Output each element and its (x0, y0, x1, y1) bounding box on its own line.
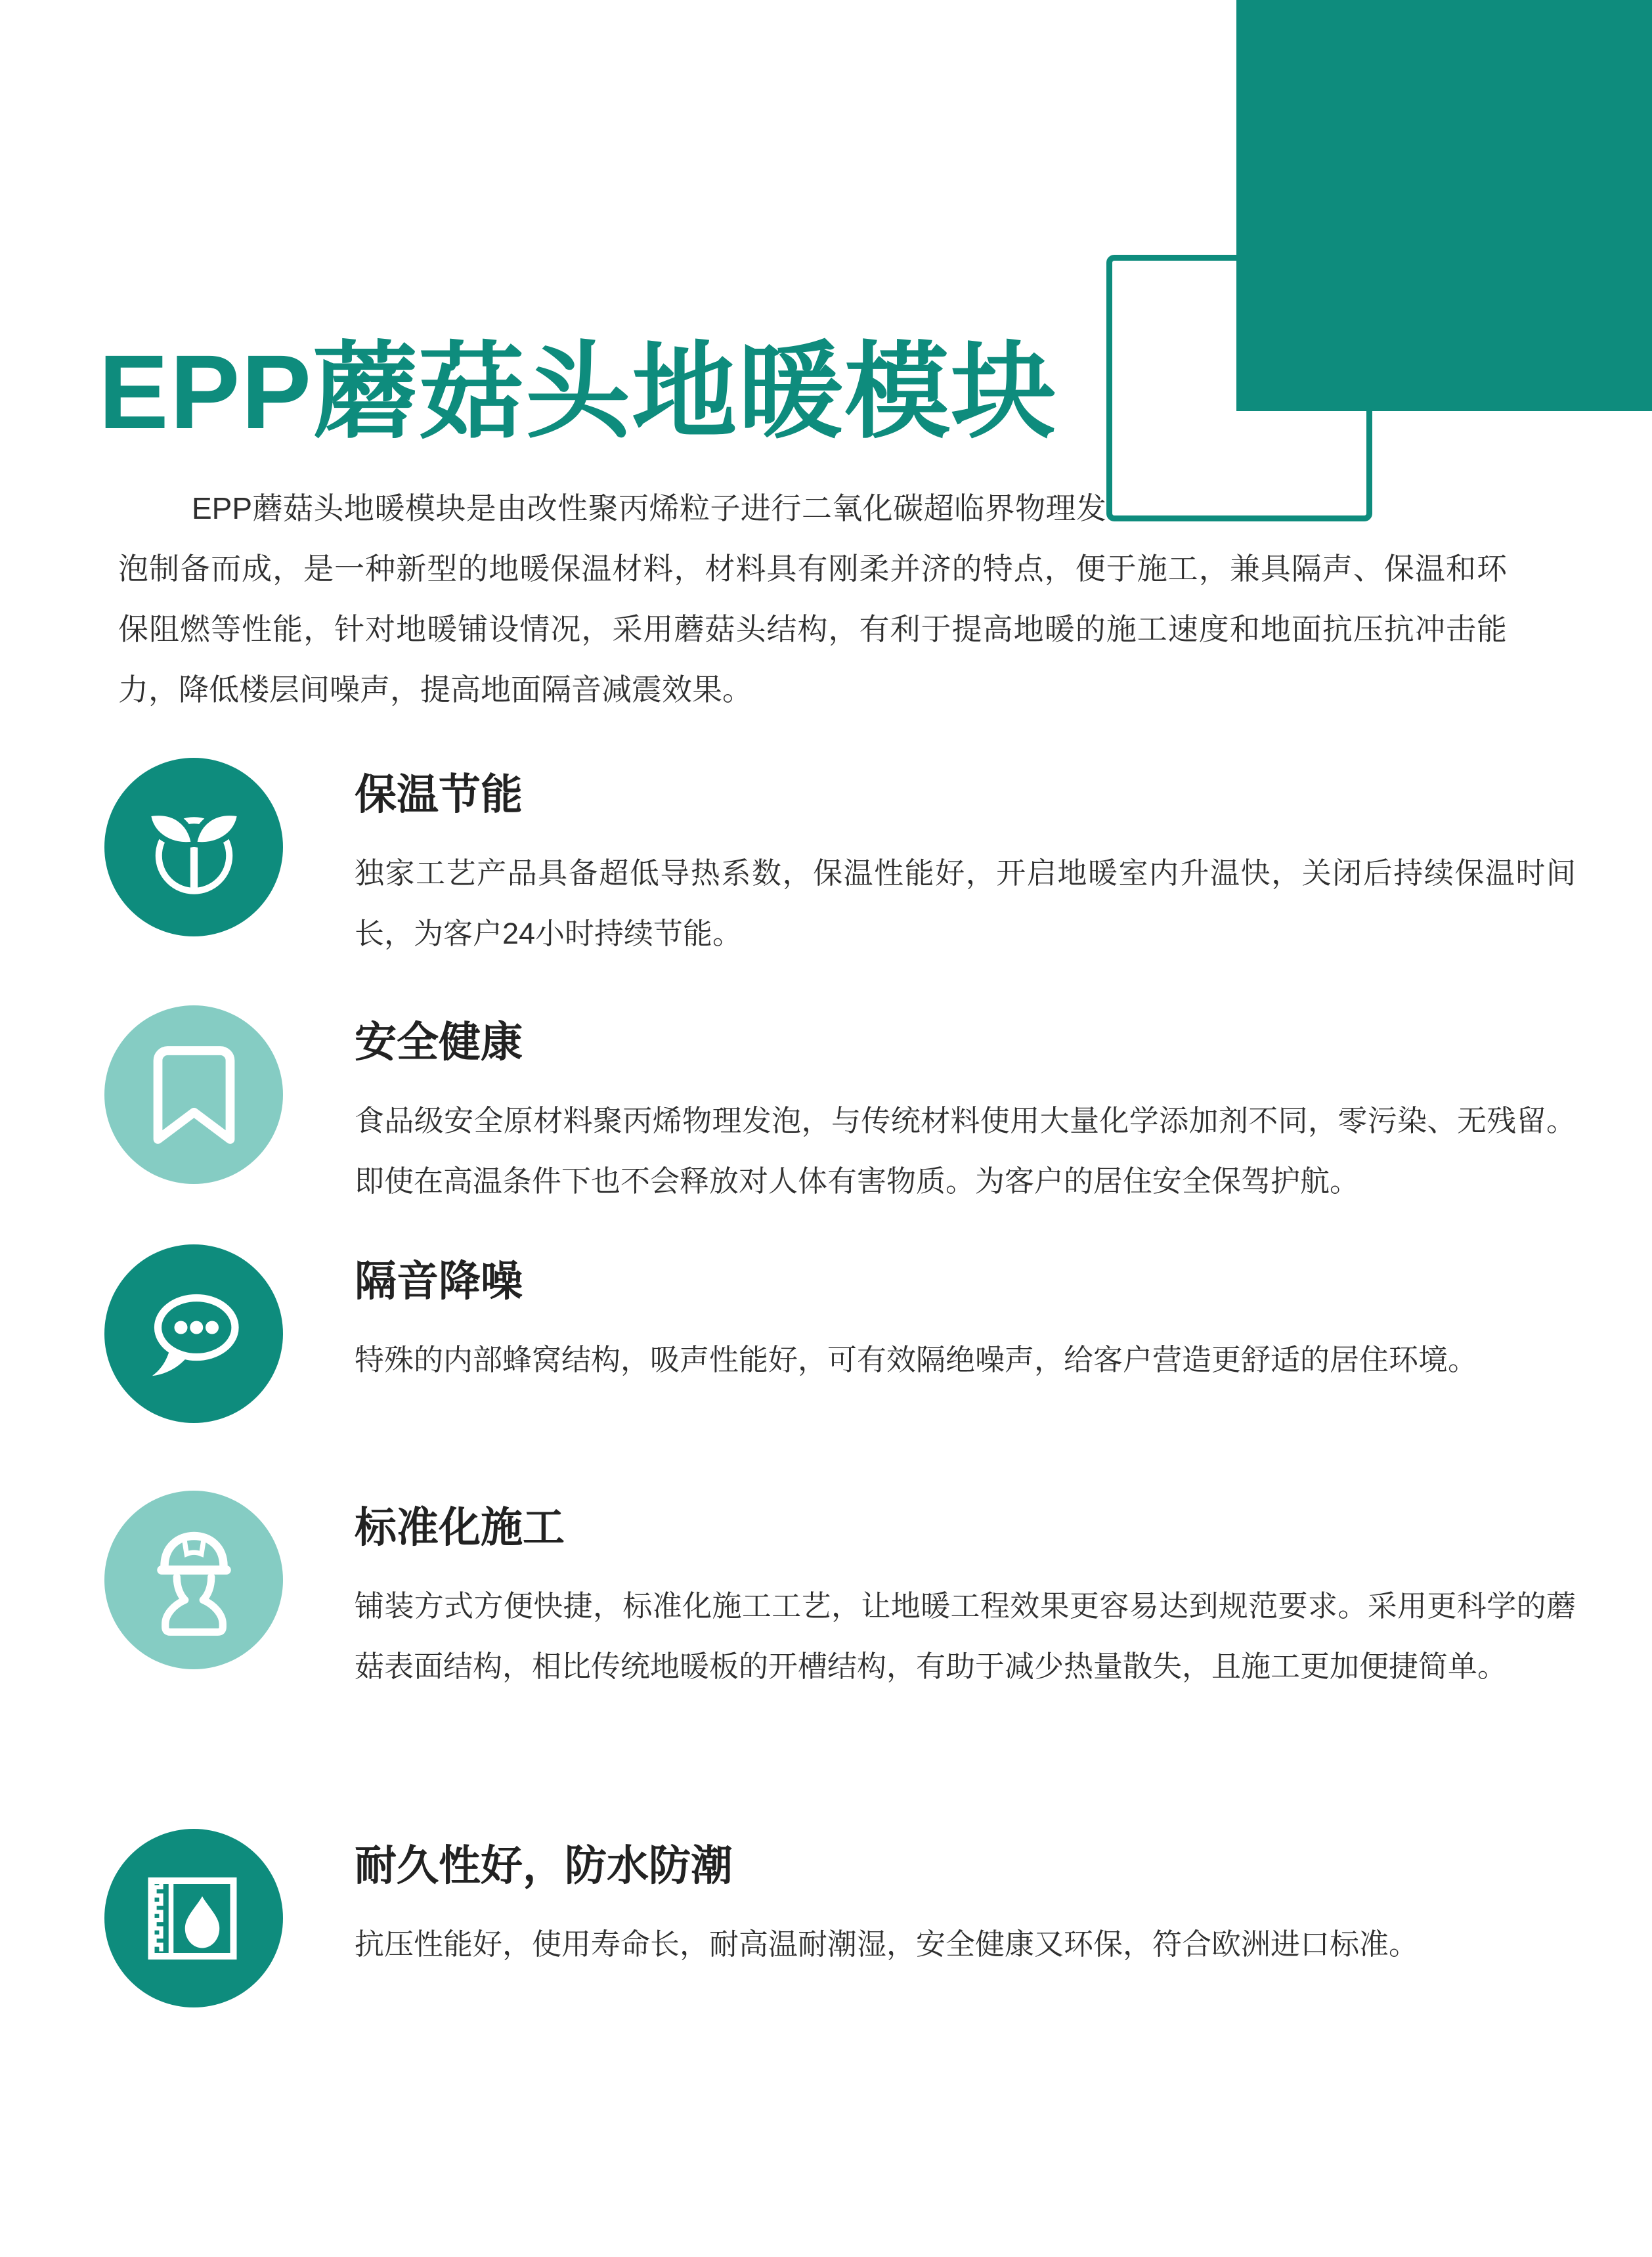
feature-body: 抗压性能好，使用寿命长，耐高温耐潮湿，安全健康又环保，符合欧洲进口标准。 (355, 1927, 1419, 1961)
feature-title: 隔音降噪 (355, 1258, 523, 1305)
acoustic-icon-circle (104, 1244, 283, 1423)
feature-body: 独家工艺产品具备超低导热系数，保温性能好，开启地暖室内升温快，关闭后持续保温时间长，为客户24小时持续节能。 (355, 856, 1576, 950)
feature-title: 耐久性好，防水防潮 (355, 1842, 733, 1889)
waterproof-icon (137, 1861, 251, 1976)
intro-text: EPP蘑菇头地暖模块是由改性聚丙烯粒子进行二氧化碳超临界物理发泡制备而成，是一种新型的地暖保温材料，材料具有刚柔并济的特点，便于施工，兼具隔声、保温和环保阻燃等性能，针对地暖铺设情况，采用蘑菇头结构，有利于提高地暖的施工速度和地面抗压抗冲击能力，降低楼层间噪声，提高地面隔音减震效果。 (118, 491, 1507, 707)
speech-bubble-icon (137, 1277, 251, 1391)
insulation-icon-circle (104, 758, 283, 936)
feature-body: 食品级安全原材料聚丙烯物理发泡，与传统材料使用大量化学添加剂不同，零污染、无残留。即使在高温条件下也不会释放对人体有害物质。为客户的居住安全保驾护航。 (355, 1104, 1576, 1198)
feature-content (355, 1838, 1576, 1975)
worker-icon (137, 1523, 251, 1638)
feature-body: 特殊的内部蜂窝结构，吸声性能好，可有效隔绝噪声，给客户营造更舒适的居住环境。 (355, 1343, 1478, 1376)
feature-content (355, 1254, 1576, 1390)
feature-content (355, 1500, 1576, 1697)
safety-icon-circle (104, 1005, 283, 1184)
feature-title: 保温节能 (355, 771, 523, 818)
feature-content (355, 1015, 1576, 1212)
bookmark-icon (137, 1038, 251, 1152)
feature-title: 安全健康 (355, 1019, 523, 1066)
feature-content (355, 767, 1576, 964)
durability-icon-circle (104, 1829, 283, 2007)
feature-title: 标准化施工 (355, 1504, 565, 1551)
feature-body: 铺装方式方便快捷，标准化施工工艺，让地暖工程效果更容易达到规范要求。采用更科学的蘑菇表面结构，相比传统地暖板的开槽结构，有助于减少热量散失，且施工更加便捷简单。 (355, 1589, 1576, 1683)
construction-icon-circle (104, 1491, 283, 1669)
page-title: EPP蘑菇头地暖模块 (98, 333, 1058, 450)
sprout-icon (137, 790, 251, 905)
